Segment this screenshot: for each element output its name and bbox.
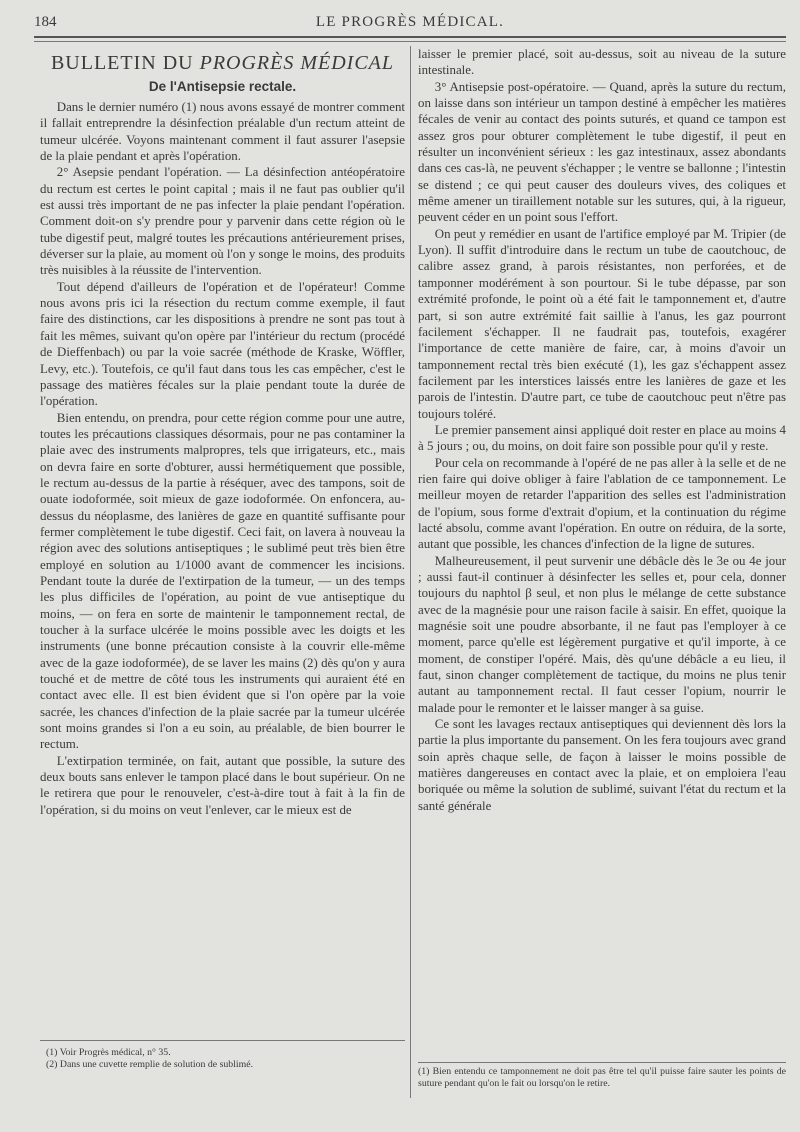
right-footnotes bbox=[418, 1066, 786, 1090]
left-paragraph-2: 2° Asepsie pendant l'opération. — La désinfection antéopératoire du rectum est certes le point capital ; mais il ne faut pas oublier qu'il est aussi très important de ne pas infecter la plaie pendant l'opération. Comment doit-on s'y prendre pour y parvenir dans cette région où le tube digestif peut, malgré toutes les précautions antérieurement prises, déverser sur la plaie, au moment où l'on y songe le moins, des produits très nuisibles à la réussite de l'intervention. bbox=[40, 165, 405, 278]
running-title: LE PROGRÈS MÉDICAL. bbox=[315, 14, 505, 30]
header-rule-thin bbox=[34, 41, 786, 42]
left-paragraph-3: Tout dépend d'ailleurs de l'opération et de l'opérateur! Comme nous avons pris ici la résection du rectum comme exemple, il faut faire des distinctions, car les dispositions à prendre ne sont pas tout à fait les mêmes, suivant qu'on opère par l'intérieur du rectum (procédé de Dieffenbach) ou par la voie sacrée (méthode de Kraske, Wöffler, Levy, etc.). Toutefois, ce qu'il faut dans tous les cas empêcher, c'est le passage des matières fécales sur la plaie pendant toute la durée de l'opération. bbox=[40, 279, 405, 409]
right-footnote-rule bbox=[418, 1062, 786, 1063]
footnote-left-1: (1) Voir Progrès médical, n° 35. bbox=[46, 1047, 171, 1058]
right-paragraph-4: Le premier pansement ainsi appliqué doit rester en place au moins 4 à 5 jours ; ou, du moins, on doit faire son possible pour qu'il y reste. bbox=[418, 422, 786, 454]
right-paragraph-1: laisser le premier placé, soit au-dessus, soit au niveau de la suture intestinale. bbox=[418, 47, 786, 78]
column-divider bbox=[410, 46, 411, 1098]
left-paragraph-1: Dans le dernier numéro (1) nous avons essayé de montrer comment il fallait entreprendre la désinfection préalable d'un rectum atteint de tumeur ulcérée. Voyons maintenant comment il faut assurer l'asepsie de la plaie pendant et après l'opération. bbox=[40, 100, 405, 164]
right-paragraph-7: Ce sont les lavages rectaux antiseptiques qui deviennent dès lors la partie la plus importante du pansement. On les fera toujours avec grand soin après chaque selle, de façon à laisser le moins possible de matières dangereuses en contact avec la plaie, et on emploiera l'eau boriquée ou même la solution de sublimé, suivant l'état du rectum et la santé générale bbox=[418, 717, 786, 813]
right-paragraph-3: On peut y remédier en usant de l'artifice employé par M. Tripier (de Lyon). Il suffit d'introduire dans le rectum un tube de caoutchouc, de calibre assez grand, à parois résistantes, non perforées, et de tamponner modérément à son pourtour. Si le tube dépasse, par son extrémité profonde, le point où a été fait le tamponnement et, d'autre part, si son autre extrémité fait saillie à l'anus, les gaz pourront facilement s'échapper. Il ne faudrait pas, toutefois, exagérer l'importance de cette manière de faire, car, à moins d'avoir un tamponnement rectal très bien exécuté (1), les gaz s'échappent assez facilement par les interstices laissés entre les lanières de gaze et les parois de l'intestin. D'autre part, ce tube de caoutchouc peut n'être pas toujours toléré. bbox=[418, 226, 786, 421]
footnote-right-1: (1) Bien entendu ce tamponnement ne doit pas être tel qu'il puisse faire sauter les points de suture pendant qu'on le fait ou lorsqu'on le retire. bbox=[418, 1066, 786, 1089]
page-number: 184 bbox=[34, 14, 57, 30]
bulletin-prefix: BULLETIN DU bbox=[50, 52, 194, 74]
page-header bbox=[34, 14, 786, 36]
left-footnote-rule bbox=[40, 1040, 405, 1041]
right-paragraph-2: 3° Antisepsie post-opératoire. — Quand, après la suture du rectum, on laisse dans son intérieur un tampon destiné à empêcher les matières fécales de venir au contact des points suturés, et quand ce tampon est assez gros pour obturer complètement le tube digestif, il peut en résulter un inconvénient sérieux : les gaz intestinaux, assez abondants dans ces cas-là, ne peuvent s'échapper ; le ventre se ballonne ; l'intestin se distend ; ce qui peut causer des douleurs vives, des coliques et même amener un tiraillement notable sur les sutures, qui, à la rigueur, peuvent céder en un point sous l'effort. bbox=[418, 79, 786, 225]
right-column bbox=[418, 46, 786, 814]
left-footnotes bbox=[46, 1047, 401, 1071]
right-paragraph-5: Pour cela on recommande à l'opéré de ne pas aller à la selle et de ne rien faire qui doive obliger à faire l'ablation de ce tamponnement. Le meilleur moyen de retarder l'apparition des selles est l'administration de l'opium, sous forme d'extrait d'opium, et la continuation du régime lacté absolu, comme avant l'opération. En outre on réduira, de la sorte, autant que possible, les chances d'infection de la ligne de sutures. bbox=[418, 455, 786, 552]
header-rule-thick bbox=[34, 36, 786, 38]
right-paragraph-6: Malheureusement, il peut survenir une débâcle dès le 3e ou 4e jour ; aussi faut-il continuer à désinfecter les selles et, pour cela, donner toujours du naphtol β seul, et non plus le mélange de cette substance avec de la magnésie pour une raison facile à saisir. En effet, quoique la magnésie soit une poudre absorbante, il ne faut pas l'employer à ce moment, parce qu'elle est légèrement purgative et qu'il importe, à ce moment, de constiper l'opéré. Mais, dès qu'une débâcle a eu lieu, il faut, sinon changer complètement de tactique, du moins ne plus tenir autant au tamponnement rectal. Il faut cesser l'opium, nourrir le malade pour le remonter et le laisser manger à sa guise. bbox=[418, 553, 786, 715]
footnote-left-2: (2) Dans une cuvette remplie de solution de sublimé. bbox=[46, 1059, 254, 1070]
article-subtitle: De l'Antisepsie rectale. bbox=[148, 79, 297, 94]
left-column bbox=[40, 46, 405, 818]
left-paragraph-5: L'extirpation terminée, on fait, autant que possible, la suture des deux bouts sans enlever le tampon placé dans le bout supérieur. On ne le retirera que pour le renouveler, c'est-à-dire tout à fait à la fin de l'opération, si du moins on veut l'enlever, car le mieux est de bbox=[40, 753, 405, 817]
left-paragraph-4: Bien entendu, on prendra, pour cette région comme pour une autre, toutes les précautions classiques désormais, pour ne pas contaminer la plaie avec des instruments malpropres, tels que irrigateurs, etc., mais on devra faire en sorte d'obturer, aussi hermétiquement que possible, le rectum au-dessus de la partie à réséquer, avec des tampons, soit de ouate iodoformée, soit mieux de gaze iodoformée. On enfoncera, au-dessus du néoplasme, des lanières de gaze en quantité suffisante pour fermer complètement le tube digestif. Ceci fait, on lavera à nouveau la région avec des solutions antiseptiques ; le sublimé peut très bien être employé en solution au 1/1000 avant de commencer les incisions. Pendant toute la durée de l'extirpation de la tumeur, — un des temps les plus difficiles de l'opération, au point de vue antiseptique du moins, — on fera en sorte de maintenir le tamponnement rectal, de toucher à la surface ulcérée le moins possible avec les doigts et les instruments (une bonne précaution consiste à la couvrir elle-même avec de la gaze iodoformée), de se laver les mains (2) dès qu'on y aura touché et de mettre de côté tous les instruments qui auraient été en contact avec elle. Il est bien évident que si l'on opère par la voie sacrée, les chances d'infection de la plaie sacrée par la tumeur ulcérée sont moins grandes si l'on a eu soin, au préalable, de bien bourrer le rectum. bbox=[40, 410, 405, 752]
bulletin-title bbox=[40, 52, 405, 74]
bulletin-name: PROGRÈS MÉDICAL bbox=[199, 52, 395, 74]
